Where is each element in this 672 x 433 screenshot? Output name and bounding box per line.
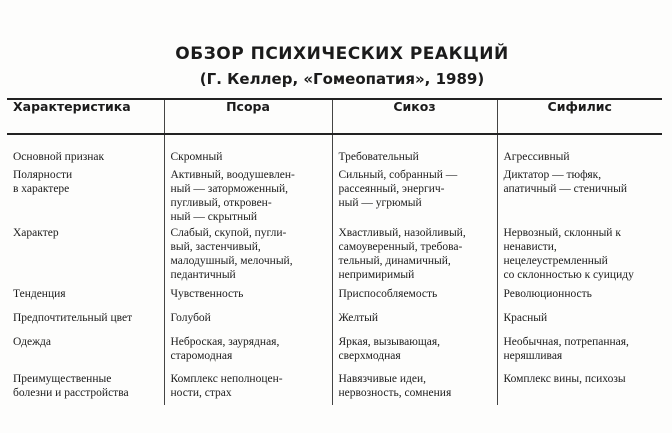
- row-label-character: Характер: [13, 227, 59, 239]
- cell-syphilis: Агрессивный: [497, 134, 662, 164]
- table-row: [7, 134, 662, 164]
- table-row: [7, 335, 662, 372]
- header-syphilis: Сифилис: [497, 99, 662, 134]
- cell-syphilis: Нервозный, склонный к ненависти, нецелеустремленный со склонностью к суициду: [497, 224, 662, 285]
- table-row: [7, 311, 662, 335]
- cell-syphilis: Необычная, потрепанная, неряшливая: [497, 335, 662, 372]
- row-label-polarities: Полярности в характере: [13, 169, 73, 195]
- cell-sycosis: Требовательный: [332, 134, 497, 164]
- row-label-diseases: Преимущественные болезни и расстройства: [13, 373, 129, 399]
- cell-syphilis: Красный: [497, 311, 662, 335]
- reactions-table: [7, 98, 662, 405]
- cell-sycosis: Хвастливый, назойливый, самоуверенный, требова- тельный, динамичный, непримиримый: [332, 224, 497, 285]
- cell-psora: Голубой: [164, 311, 332, 335]
- cell-psora: Скромный: [164, 134, 332, 164]
- cell-syphilis: Революционность: [497, 285, 662, 311]
- cell-sycosis: Сильный, собранный — рассеянный, энергич- ный — угрюмый: [332, 164, 497, 224]
- cell-syphilis: Комплекс вины, психозы: [497, 372, 662, 405]
- table-row: [7, 285, 662, 311]
- cell-psora: Активный, воодушевлен- ный — заторможенный, пугливый, откровен- ный — скрытный: [164, 164, 332, 224]
- cell-psora: Неброская, заурядная, старомодная: [164, 335, 332, 372]
- cell-sycosis: Яркая, вызывающая, сверхмодная: [332, 335, 497, 372]
- row-label-clothing: Одежда: [13, 336, 52, 348]
- cell-sycosis: Желтый: [332, 311, 497, 335]
- header-psora: Псора: [164, 99, 332, 134]
- document-subtitle: (Г. Келлер, «Гомеопатия», 1989): [199, 70, 485, 88]
- cell-psora: Комплекс неполноцен- ности, страх: [164, 372, 332, 405]
- table-row: [7, 372, 662, 405]
- document-title: ОБЗОР ПСИХИЧЕСКИХ РЕАКЦИЙ: [175, 44, 509, 64]
- table-row: [7, 164, 662, 224]
- row-label-preferred-color: Предпочтительный цвет: [13, 312, 133, 324]
- row-label-tendency: Тенденция: [13, 288, 66, 300]
- header-characteristic: Характеристика: [7, 99, 164, 134]
- table-header-row: [7, 99, 662, 134]
- header-sycosis: Сикоз: [332, 99, 497, 134]
- cell-psora: Чувственность: [164, 285, 332, 311]
- cell-sycosis: Приспособляемость: [332, 285, 497, 311]
- cell-sycosis: Навязчивые идеи, нервозность, сомнения: [332, 372, 497, 405]
- cell-syphilis: Диктатор — тюфяк, апатичный — стеничный: [497, 164, 662, 224]
- row-label-main-trait: Основной признак: [13, 151, 105, 163]
- cell-psora: Слабый, скупой, пугли- вый, застенчивый, малодушный, мелочный, педантичный: [164, 224, 332, 285]
- table-row: [7, 224, 662, 285]
